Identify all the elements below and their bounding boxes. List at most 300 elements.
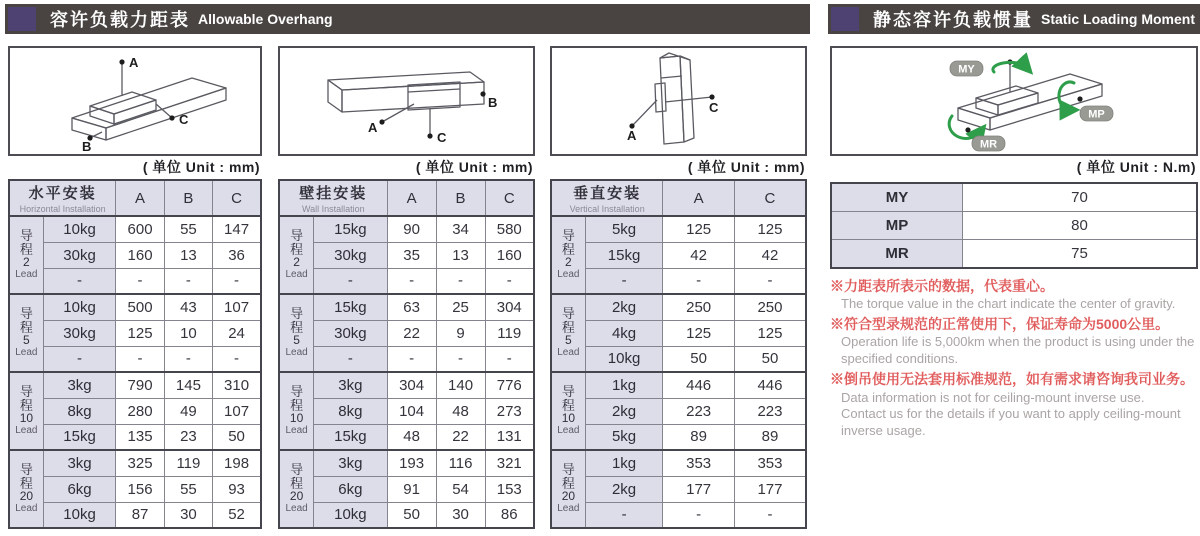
note-item-1	[830, 276, 1198, 313]
value-cell: 600	[116, 216, 164, 242]
moment-rail-drawing-icon	[832, 48, 1196, 154]
load-cell: 2kg	[585, 294, 663, 320]
table-row	[551, 476, 806, 502]
table-row	[279, 242, 534, 268]
table-row	[9, 294, 261, 320]
note-zh-text: ※符合型录规范的正常使用下，保证寿命为5000公里。	[830, 316, 1170, 333]
table-row	[279, 268, 534, 294]
lead-label-10	[551, 372, 585, 450]
value-cell: 125	[734, 320, 806, 346]
value-cell: 91	[387, 476, 436, 502]
value-cell: 580	[485, 216, 534, 242]
column-header-a: A	[663, 180, 735, 216]
load-cell: -	[585, 268, 663, 294]
lead-en-label: Lead	[557, 347, 580, 359]
vertical-rail-drawing-icon	[552, 48, 805, 154]
lead-en-label: Lead	[285, 269, 308, 281]
lead-number: 20	[19, 489, 34, 504]
lead-zh-char: 导	[19, 462, 33, 478]
note-en-text: Operation life is 5,000km when the product is using under the specified conditions.	[841, 334, 1195, 367]
value-cell: 304	[485, 294, 534, 320]
table-row	[551, 242, 806, 268]
lead-number: 2	[23, 255, 30, 270]
column-header-a: A	[116, 180, 164, 216]
value-cell: 49	[164, 398, 212, 424]
value-cell: 776	[485, 372, 534, 398]
value-cell: 223	[734, 398, 806, 424]
table-row	[9, 502, 261, 528]
moment-label-mr: MR	[831, 240, 963, 269]
value-cell: 177	[734, 476, 806, 502]
value-cell: -	[663, 268, 735, 294]
value-cell: -	[734, 502, 806, 528]
lead-label-10	[9, 372, 43, 450]
value-cell: -	[485, 268, 534, 294]
value-cell: 140	[436, 372, 485, 398]
table-row	[9, 346, 261, 372]
load-cell: 6kg	[314, 476, 387, 502]
table-row	[279, 372, 534, 398]
lead-en-label: Lead	[15, 269, 38, 281]
value-cell: -	[164, 268, 212, 294]
lead-zh-char: 程	[290, 397, 304, 413]
table-row	[279, 294, 534, 320]
value-cell: 104	[387, 398, 436, 424]
section-header-static-loading-moment	[828, 4, 1200, 34]
value-cell: 250	[663, 294, 735, 320]
load-cell: 30kg	[314, 320, 387, 346]
accent-square-icon	[8, 7, 36, 31]
value-cell: 280	[116, 398, 164, 424]
value-cell: 107	[213, 294, 261, 320]
value-cell: 273	[485, 398, 534, 424]
lead-zh-char: 导	[290, 462, 304, 478]
moment-label-my: MY	[831, 183, 963, 212]
unit-label-mm: ( 单位 Unit : mm)	[142, 159, 260, 175]
table-row	[551, 346, 806, 372]
load-cell: 3kg	[314, 372, 387, 398]
lead-label-2	[551, 216, 585, 294]
my-label: MY	[958, 63, 975, 76]
lead-label-20	[279, 450, 314, 528]
lead-en-label: Lead	[15, 347, 38, 359]
lead-en-label: Lead	[285, 503, 308, 515]
column-header-c: C	[734, 180, 806, 216]
load-cell: 10kg	[314, 502, 387, 528]
moment-table	[830, 182, 1198, 269]
value-cell: -	[485, 346, 534, 372]
value-cell: 90	[387, 216, 436, 242]
value-cell: 36	[213, 242, 261, 268]
lead-zh-char: 导	[19, 228, 33, 244]
lead-zh-char: 程	[19, 241, 33, 257]
note-en-text: Data information is not for ceiling-mount inverse use.	[841, 389, 1145, 405]
lead-zh-char: 导	[290, 306, 304, 322]
table-row	[279, 216, 534, 242]
value-cell: -	[213, 346, 261, 372]
value-cell: 23	[164, 424, 212, 450]
table-row	[9, 424, 261, 450]
table-title	[279, 180, 387, 216]
value-cell: 153	[485, 476, 534, 502]
lead-label-5	[279, 294, 314, 372]
load-cell: 10kg	[43, 294, 116, 320]
lead-zh-char: 程	[290, 319, 304, 335]
value-cell: 304	[387, 372, 436, 398]
lead-zh-char: 导	[290, 384, 304, 400]
value-cell: 446	[734, 372, 806, 398]
point-b-label: B	[82, 139, 92, 154]
lead-zh-char: 程	[561, 319, 575, 335]
column-header-b: B	[164, 180, 212, 216]
value-cell: 125	[734, 216, 806, 242]
note-item-3	[830, 369, 1198, 440]
table-row	[551, 320, 806, 346]
value-cell: 30	[436, 502, 485, 528]
value-cell: 50	[734, 346, 806, 372]
lead-zh-char: 导	[561, 228, 575, 244]
value-cell: 43	[164, 294, 212, 320]
value-cell: 89	[663, 424, 735, 450]
table-row	[551, 294, 806, 320]
value-cell: 50	[387, 502, 436, 528]
value-cell: 223	[663, 398, 735, 424]
table-row	[279, 476, 534, 502]
value-cell: 52	[213, 502, 261, 528]
table-header-row	[9, 180, 261, 216]
table-title-zh: 水平安装	[28, 185, 97, 202]
value-cell: 156	[116, 476, 164, 502]
lead-en-label: Lead	[557, 425, 580, 437]
table-row	[551, 268, 806, 294]
value-cell: 160	[485, 242, 534, 268]
value-cell: 93	[213, 476, 261, 502]
table-row	[279, 502, 534, 528]
lead-en-label: Lead	[15, 425, 38, 437]
value-cell: 55	[164, 476, 212, 502]
lead-label-20	[9, 450, 43, 528]
value-cell: 310	[213, 372, 261, 398]
lead-number: 10	[289, 411, 304, 426]
note-item-2	[830, 314, 1198, 368]
table-row	[279, 346, 534, 372]
table-title	[551, 180, 663, 216]
lead-number: 10	[561, 411, 576, 426]
load-cell: 30kg	[43, 320, 116, 346]
value-cell: 321	[485, 450, 534, 476]
point-c-label: C	[709, 100, 719, 115]
load-cell: 5kg	[585, 424, 663, 450]
table-row	[9, 268, 261, 294]
value-cell: 34	[436, 216, 485, 242]
value-cell: 50	[213, 424, 261, 450]
value-cell: 42	[663, 242, 735, 268]
value-cell: 25	[436, 294, 485, 320]
load-cell: -	[314, 268, 387, 294]
table-row	[551, 424, 806, 450]
column-header-b: B	[436, 180, 485, 216]
vertical-installation-section	[550, 46, 807, 529]
load-cell: 15kg	[43, 424, 116, 450]
lead-zh-char: 程	[290, 241, 304, 257]
load-cell: 15kg	[585, 242, 663, 268]
value-cell: 22	[436, 424, 485, 450]
lead-label-20	[551, 450, 585, 528]
point-c-label: C	[179, 112, 189, 127]
lead-label-10	[279, 372, 314, 450]
horizontal-rail-drawing-icon	[10, 48, 260, 154]
point-a-label: A	[627, 128, 637, 143]
value-cell: 125	[663, 216, 735, 242]
value-cell: 250	[734, 294, 806, 320]
note-zh-text: ※力距表所表示的数据，代表重心。	[830, 278, 1054, 294]
mr-label: MR	[979, 138, 998, 151]
value-cell: 48	[436, 398, 485, 424]
note-en-text: Contact us for the details if you want to apply ceiling-mount inverse usage.	[841, 406, 1181, 439]
lead-zh-char: 程	[561, 241, 575, 257]
horizontal-installation-section	[8, 46, 262, 529]
point-b-label: B	[488, 95, 498, 110]
value-cell: 13	[436, 242, 485, 268]
load-cell: 2kg	[585, 398, 663, 424]
value-cell: -	[663, 502, 735, 528]
lead-number: 5	[565, 333, 572, 348]
section-title-zh: 容许负载力距表	[50, 10, 190, 30]
value-cell: 125	[663, 320, 735, 346]
value-cell: -	[116, 346, 164, 372]
table-title-en: Horizontal Installation	[19, 204, 106, 214]
value-cell: 500	[116, 294, 164, 320]
load-cell: 3kg	[43, 372, 116, 398]
table-row	[551, 216, 806, 242]
table-row	[279, 320, 534, 346]
table-row	[9, 320, 261, 346]
lead-zh-char: 导	[561, 384, 575, 400]
value-cell: 147	[213, 216, 261, 242]
load-cell: 1kg	[585, 372, 663, 398]
value-cell: 353	[734, 450, 806, 476]
column-header-a: A	[387, 180, 436, 216]
value-cell: 9	[436, 320, 485, 346]
vertical-installation-table	[550, 179, 807, 529]
lead-zh-char: 程	[19, 397, 33, 413]
section-title-en: Allowable Overhang	[198, 11, 333, 27]
load-cell: 10kg	[585, 346, 663, 372]
load-cell: 3kg	[43, 450, 116, 476]
value-cell: 54	[436, 476, 485, 502]
value-cell: 131	[485, 424, 534, 450]
moment-label-mp: MP	[831, 212, 963, 240]
lead-number: 20	[289, 489, 304, 504]
section-title-zh: 静态容许负载惯量	[873, 10, 1033, 30]
load-cell: 3kg	[314, 450, 387, 476]
moment-row	[831, 183, 1197, 212]
note-zh-text: ※倒吊使用无法套用标准规范，如有需求请咨询我司业务。	[830, 371, 1194, 388]
value-cell: 145	[164, 372, 212, 398]
value-cell: 89	[734, 424, 806, 450]
wall-rail-drawing-icon	[280, 48, 533, 154]
lead-zh-char: 程	[561, 397, 575, 413]
load-cell: 1kg	[585, 450, 663, 476]
value-cell: 10	[164, 320, 212, 346]
lead-en-label: Lead	[285, 425, 308, 437]
value-cell: 160	[116, 242, 164, 268]
table-row	[279, 450, 534, 476]
load-cell: 2kg	[585, 476, 663, 502]
wall-installation-section	[278, 46, 535, 529]
value-cell: 177	[663, 476, 735, 502]
lead-number: 10	[19, 411, 34, 426]
table-title-en: Wall Installation	[301, 204, 365, 214]
note-en-text: The torque value in the chart indicate the center of gravity.	[841, 296, 1176, 312]
value-cell: -	[734, 268, 806, 294]
lead-en-label: Lead	[15, 503, 38, 515]
lead-zh-char: 导	[19, 384, 33, 400]
lead-en-label: Lead	[557, 269, 580, 281]
load-cell: 30kg	[43, 242, 116, 268]
load-cell: 6kg	[43, 476, 116, 502]
moment-value-mr: 75	[963, 240, 1198, 269]
lead-zh-char: 导	[561, 462, 575, 478]
value-cell: 13	[164, 242, 212, 268]
table-row	[279, 424, 534, 450]
lead-zh-char: 程	[290, 475, 304, 491]
lead-number: 2	[565, 255, 572, 270]
lead-number: 2	[293, 255, 300, 270]
column-header-c: C	[485, 180, 534, 216]
load-cell: -	[314, 346, 387, 372]
moment-diagram-box	[830, 46, 1198, 156]
table-row	[9, 476, 261, 502]
load-cell: 10kg	[43, 502, 116, 528]
value-cell: -	[387, 268, 436, 294]
table-row	[551, 398, 806, 424]
table-title-zh: 垂直安装	[573, 185, 642, 202]
moment-value-mp: 80	[963, 212, 1198, 240]
load-cell: -	[43, 268, 116, 294]
load-cell: 4kg	[585, 320, 663, 346]
lead-label-2	[9, 216, 43, 294]
wall-installation-table	[278, 179, 535, 529]
lead-label-5	[9, 294, 43, 372]
table-row	[9, 242, 261, 268]
value-cell: 42	[734, 242, 806, 268]
value-cell: -	[116, 268, 164, 294]
column-header-c: C	[213, 180, 261, 216]
moment-value-my: 70	[963, 183, 1198, 212]
lead-zh-char: 导	[561, 306, 575, 322]
table-header-row	[279, 180, 534, 216]
lead-number: 20	[561, 489, 576, 504]
table-row	[9, 216, 261, 242]
table-title-zh: 壁挂安装	[299, 185, 368, 202]
table-row	[551, 502, 806, 528]
load-cell: 15kg	[314, 294, 387, 320]
value-cell: 63	[387, 294, 436, 320]
value-cell: 35	[387, 242, 436, 268]
load-cell: 8kg	[43, 398, 116, 424]
value-cell: 446	[663, 372, 735, 398]
lead-number: 5	[293, 333, 300, 348]
value-cell: -	[436, 268, 485, 294]
lead-zh-char: 程	[19, 319, 33, 335]
table-row	[9, 372, 261, 398]
value-cell: 116	[436, 450, 485, 476]
value-cell: 22	[387, 320, 436, 346]
lead-label-2	[279, 216, 314, 294]
value-cell: 790	[116, 372, 164, 398]
moment-row	[831, 240, 1197, 269]
point-c-label: C	[437, 130, 447, 145]
point-a-label: A	[368, 120, 378, 135]
wall-installation-diagram-box	[278, 46, 535, 156]
value-cell: -	[164, 346, 212, 372]
table-row	[551, 372, 806, 398]
value-cell: 50	[663, 346, 735, 372]
horizontal-installation-table	[8, 179, 262, 529]
table-header-row	[551, 180, 806, 216]
point-a-label: A	[129, 55, 139, 70]
lead-label-5	[551, 294, 585, 372]
value-cell: -	[436, 346, 485, 372]
value-cell: 48	[387, 424, 436, 450]
load-cell: 10kg	[43, 216, 116, 242]
table-title	[9, 180, 116, 216]
lead-en-label: Lead	[557, 503, 580, 515]
table-row	[9, 450, 261, 476]
unit-label-nm: ( 单位 Unit : N.m)	[1076, 159, 1196, 175]
lead-zh-char: 程	[561, 475, 575, 491]
value-cell: 193	[387, 450, 436, 476]
lead-zh-char: 导	[19, 306, 33, 322]
accent-square-icon	[831, 7, 859, 31]
load-cell: -	[43, 346, 116, 372]
value-cell: 135	[116, 424, 164, 450]
section-header-allowable-overhang	[5, 4, 810, 34]
value-cell: 119	[485, 320, 534, 346]
lead-zh-char: 程	[19, 475, 33, 491]
load-cell: 8kg	[314, 398, 387, 424]
value-cell: -	[387, 346, 436, 372]
lead-en-label: Lead	[285, 347, 308, 359]
value-cell: 87	[116, 502, 164, 528]
unit-label-mm: ( 单位 Unit : mm)	[415, 159, 533, 175]
load-cell: 5kg	[585, 216, 663, 242]
value-cell: 55	[164, 216, 212, 242]
vertical-installation-diagram-box	[550, 46, 807, 156]
table-row	[551, 450, 806, 476]
value-cell: 86	[485, 502, 534, 528]
value-cell: -	[213, 268, 261, 294]
value-cell: 24	[213, 320, 261, 346]
load-cell: 30kg	[314, 242, 387, 268]
value-cell: 30	[164, 502, 212, 528]
load-cell: -	[585, 502, 663, 528]
horizontal-installation-diagram-box	[8, 46, 262, 156]
value-cell: 125	[116, 320, 164, 346]
notes	[830, 276, 1198, 440]
static-loading-moment-section	[830, 46, 1198, 441]
moment-row	[831, 212, 1197, 240]
lead-zh-char: 导	[290, 228, 304, 244]
unit-label-mm: ( 单位 Unit : mm)	[687, 159, 805, 175]
section-title-en: Static Loading Moment	[1041, 11, 1195, 27]
mp-label: MP	[1088, 108, 1105, 121]
value-cell: 107	[213, 398, 261, 424]
value-cell: 325	[116, 450, 164, 476]
load-cell: 15kg	[314, 216, 387, 242]
value-cell: 353	[663, 450, 735, 476]
